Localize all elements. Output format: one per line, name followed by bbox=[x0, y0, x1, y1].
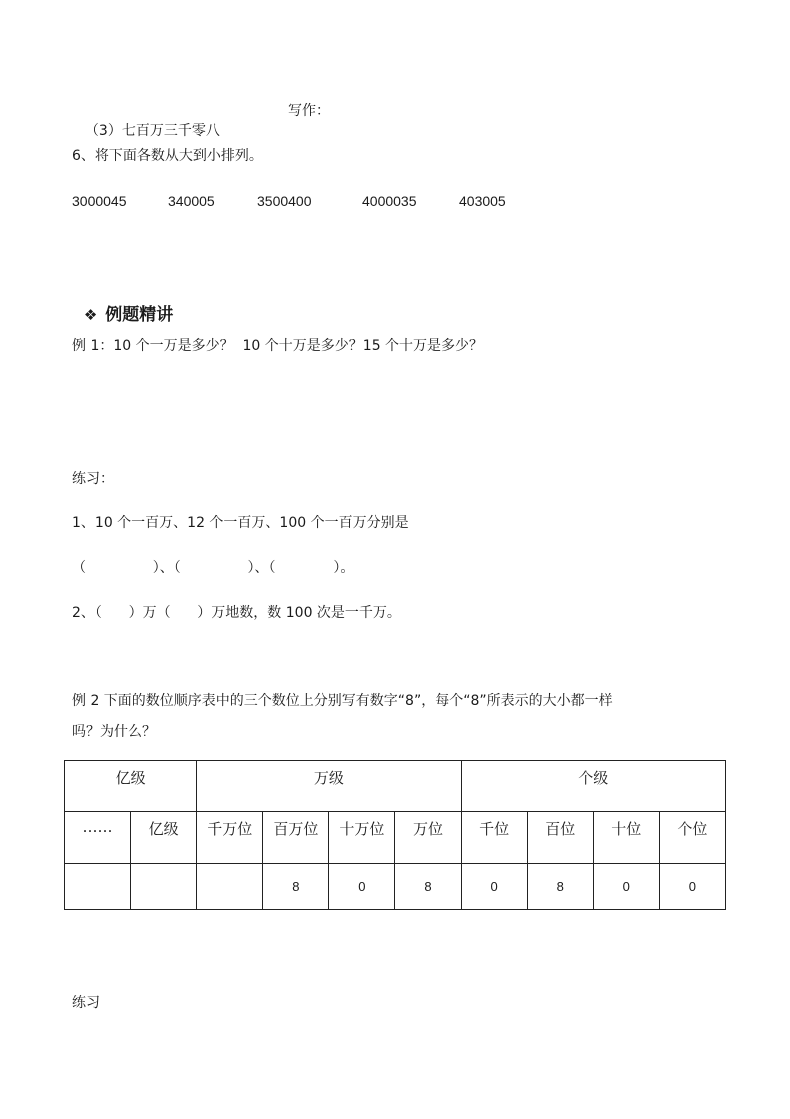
place-value-table bbox=[64, 760, 726, 910]
digit-cell: 0 bbox=[593, 864, 659, 910]
practice-2-title: 练习 bbox=[72, 995, 100, 1011]
place-cell: …… bbox=[65, 812, 131, 864]
practice-1-title: 练习： bbox=[72, 471, 114, 487]
q6-number-3: 3500400 bbox=[257, 193, 312, 209]
practice-1-item-2: 2、（ ）万（ ）万地数，数 100 次是一千万。 bbox=[72, 605, 401, 621]
group-wan: 万级 bbox=[197, 761, 461, 812]
place-cell: 个位 bbox=[659, 812, 725, 864]
digit-cell: 8 bbox=[263, 864, 329, 910]
table-row bbox=[65, 761, 726, 812]
table-row bbox=[65, 864, 726, 910]
practice-1-item-1: 1、10 个一百万、12 个一百万、100 个一百万分别是 bbox=[72, 515, 409, 531]
digit-cell: 0 bbox=[659, 864, 725, 910]
place-cell: 万位 bbox=[395, 812, 461, 864]
group-yi: 亿级 bbox=[65, 761, 197, 812]
example-1: 例 1：10 个一万是多少？ 10 个十万是多少？15 个十万是多少？ bbox=[72, 338, 484, 354]
diamond-bullet-icon: ❖ bbox=[83, 306, 98, 324]
question-3-write-label: 写作： bbox=[288, 103, 330, 119]
digit-cell: 0 bbox=[461, 864, 527, 910]
place-cell: 十位 bbox=[593, 812, 659, 864]
question-3-label: （3）七百万三千零八 bbox=[84, 123, 220, 139]
example-2-line-2: 吗？为什么？ bbox=[72, 724, 156, 740]
place-cell: 百万位 bbox=[263, 812, 329, 864]
question-3 bbox=[76, 101, 220, 141]
digit-cell: 8 bbox=[527, 864, 593, 910]
q6-number-1: 3000045 bbox=[72, 193, 127, 209]
q6-number-5: 403005 bbox=[459, 193, 506, 209]
table-row bbox=[65, 812, 726, 864]
digit-cell: 8 bbox=[395, 864, 461, 910]
section-title: 例题精讲 bbox=[105, 305, 174, 325]
place-cell: 十万位 bbox=[329, 812, 395, 864]
digit-cell bbox=[65, 864, 131, 910]
section-heading bbox=[72, 285, 173, 325]
digit-cell bbox=[131, 864, 197, 910]
q6-number-4: 4000035 bbox=[362, 193, 417, 209]
place-cell: 亿级 bbox=[131, 812, 197, 864]
place-cell: 千位 bbox=[461, 812, 527, 864]
q6-number-2: 340005 bbox=[168, 193, 215, 209]
digit-cell: 0 bbox=[329, 864, 395, 910]
digit-cell bbox=[197, 864, 263, 910]
group-ge: 个级 bbox=[461, 761, 725, 812]
question-6-title: 6、将下面各数从大到小排列。 bbox=[72, 148, 263, 164]
place-cell: 百位 bbox=[527, 812, 593, 864]
place-cell: 千万位 bbox=[197, 812, 263, 864]
practice-1-item-1-blanks: （ ）、（ ）、（ ）。 bbox=[72, 560, 355, 576]
example-2-line-1: 例 2 下面的数位顺序表中的三个数位上分别写有数字“8”，每个“8”所表示的大小都一样 bbox=[72, 693, 613, 709]
